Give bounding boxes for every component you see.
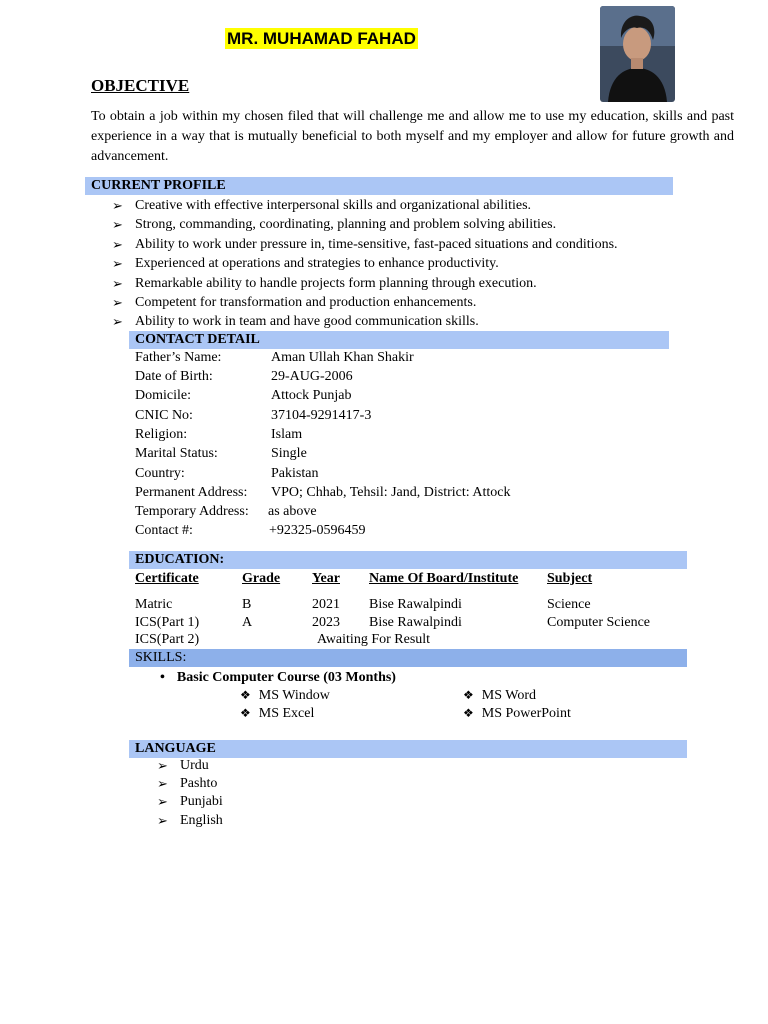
contact-detail-header bbox=[129, 331, 669, 349]
edu-cell: Matric bbox=[135, 597, 173, 612]
contact-value: +92325-0596459 bbox=[269, 523, 366, 538]
edu-cell: 2021 bbox=[312, 597, 340, 612]
contact-label: Father’s Name: bbox=[135, 350, 222, 365]
skill-item bbox=[463, 704, 571, 723]
diamond-bullet-icon: ❖ bbox=[240, 688, 251, 702]
skill-item bbox=[240, 686, 330, 705]
contact-label: Religion: bbox=[135, 427, 188, 442]
contact-label: Country: bbox=[135, 466, 185, 481]
contact-label: Contact #: bbox=[135, 523, 193, 538]
profile-item-text: Strong, commanding, coordinating, planning and problem solving abilities. bbox=[135, 217, 557, 233]
skill-item-text: MS PowerPoint bbox=[481, 706, 571, 721]
skill-item-text: MS Window bbox=[258, 688, 330, 703]
arrow-bullet-icon: ➢ bbox=[112, 256, 123, 272]
contact-value: Islam bbox=[271, 427, 303, 442]
contact-value: Aman Ullah Khan Shakir bbox=[271, 350, 414, 365]
skill-item-text: MS Word bbox=[481, 688, 537, 703]
profile-item-text: Ability to work under pressure in, time-sensitive, fast-paced situations and conditions. bbox=[135, 236, 618, 252]
language-item-text: Pashto bbox=[180, 776, 218, 792]
contact-value: Single bbox=[271, 446, 307, 461]
edu-cell: A bbox=[242, 615, 253, 630]
arrow-bullet-icon: ➢ bbox=[157, 776, 168, 792]
edu-col-board: Name Of Board/Institute bbox=[369, 571, 519, 586]
contact-label: Date of Birth: bbox=[135, 369, 213, 384]
edu-col-subject: Subject bbox=[547, 571, 593, 586]
edu-cell: ICS(Part 1) bbox=[135, 615, 200, 630]
profile-item bbox=[112, 254, 695, 273]
edu-col-grade: Grade bbox=[242, 571, 281, 586]
profile-item bbox=[112, 274, 695, 293]
edu-col-certificate: Certificate bbox=[135, 571, 199, 586]
profile-item-text: Creative with effective interpersonal skills and organizational abilities. bbox=[135, 198, 532, 213]
skill-item bbox=[463, 686, 536, 705]
skills-course bbox=[160, 668, 396, 687]
skills-header bbox=[129, 649, 687, 667]
arrow-bullet-icon: ➢ bbox=[157, 794, 168, 810]
contact-value: 37104-9291417-3 bbox=[271, 408, 372, 423]
arrow-bullet-icon: ➢ bbox=[112, 217, 123, 233]
education-header bbox=[129, 551, 687, 569]
profile-item-text: Competent for transformation and production enhancements. bbox=[135, 294, 477, 310]
candidate-name: MR. MUHAMAD FAHAD bbox=[227, 29, 416, 48]
current-profile-header bbox=[85, 177, 673, 195]
contact-value: as above bbox=[268, 504, 317, 519]
contact-label: Marital Status: bbox=[135, 446, 218, 461]
edu-cell: Bise Rawalpindi bbox=[369, 615, 462, 630]
diamond-bullet-icon: ❖ bbox=[463, 706, 474, 720]
current-profile-list bbox=[112, 196, 695, 332]
edu-cell: Bise Rawalpindi bbox=[369, 597, 462, 612]
contact-value: Pakistan bbox=[271, 466, 319, 481]
language-item-text: English bbox=[180, 812, 223, 828]
arrow-bullet-icon: ➢ bbox=[112, 275, 123, 291]
arrow-bullet-icon: ➢ bbox=[112, 198, 123, 213]
arrow-bullet-icon: ➢ bbox=[112, 314, 123, 330]
diamond-bullet-icon: ❖ bbox=[240, 706, 251, 720]
profile-item-text: Experienced at operations and strategies to enhance productivity. bbox=[135, 256, 499, 272]
diamond-bullet-icon: ❖ bbox=[463, 688, 474, 702]
profile-photo bbox=[600, 6, 675, 102]
contact-value: 29-AUG-2006 bbox=[271, 369, 353, 384]
edu-col-year: Year bbox=[312, 571, 340, 586]
profile-item bbox=[112, 215, 695, 234]
arrow-bullet-icon: ➢ bbox=[157, 812, 168, 828]
contact-value: VPO; Chhab, Tehsil: Jand, District: Attock bbox=[271, 485, 511, 500]
profile-item bbox=[112, 293, 695, 312]
contact-value: Attock Punjab bbox=[271, 388, 352, 403]
profile-item bbox=[112, 235, 695, 254]
contact-detail-title: CONTACT DETAIL bbox=[135, 332, 260, 347]
edu-pending-status: Awaiting For Result bbox=[317, 632, 431, 647]
skills-course-text: Basic Computer Course (03 Months) bbox=[176, 670, 396, 685]
current-profile-title: CURRENT PROFILE bbox=[91, 178, 226, 193]
skill-item-text: MS Excel bbox=[258, 706, 315, 721]
edu-cell: 2023 bbox=[312, 615, 340, 630]
edu-cell: Science bbox=[547, 597, 591, 612]
contact-label: Domicile: bbox=[135, 388, 191, 403]
arrow-bullet-icon: ➢ bbox=[157, 758, 168, 773]
language-header bbox=[129, 740, 687, 758]
language-item bbox=[157, 775, 480, 793]
profile-item bbox=[112, 196, 695, 215]
language-item bbox=[157, 812, 480, 830]
education-title: EDUCATION: bbox=[135, 552, 225, 567]
language-item bbox=[157, 757, 480, 775]
profile-photo-icon bbox=[600, 6, 675, 102]
profile-item-text: Ability to work in team and have good communication skills. bbox=[135, 314, 479, 330]
language-item-text: Punjabi bbox=[180, 794, 223, 810]
arrow-bullet-icon: ➢ bbox=[112, 294, 123, 310]
edu-cell: Computer Science bbox=[547, 615, 651, 630]
skills-title: SKILLS: bbox=[135, 650, 187, 665]
edu-cell: B bbox=[242, 597, 252, 612]
bullet-dot-icon: • bbox=[160, 670, 165, 685]
skill-item bbox=[240, 704, 314, 723]
profile-item bbox=[112, 312, 695, 331]
profile-item-text: Remarkable ability to handle projects form planning through execution. bbox=[135, 275, 537, 291]
language-item bbox=[157, 793, 480, 811]
objective-text: To obtain a job within my chosen filed that will challenge me and allow me to use my education, skills and past experience in a way that is mutually beneficial to both myself and my employer and allow for future growth and advancement. bbox=[91, 109, 734, 164]
edu-cell: ICS(Part 2) bbox=[135, 632, 200, 647]
contact-label: Permanent Address: bbox=[135, 485, 248, 500]
language-item-text: Urdu bbox=[180, 758, 209, 773]
contact-label: CNIC No: bbox=[135, 408, 193, 423]
objective-title: OBJECTIVE bbox=[91, 76, 190, 95]
language-list bbox=[157, 757, 480, 830]
language-title: LANGUAGE bbox=[135, 741, 216, 756]
contact-label: Temporary Address: bbox=[135, 504, 249, 519]
arrow-bullet-icon: ➢ bbox=[112, 236, 123, 252]
